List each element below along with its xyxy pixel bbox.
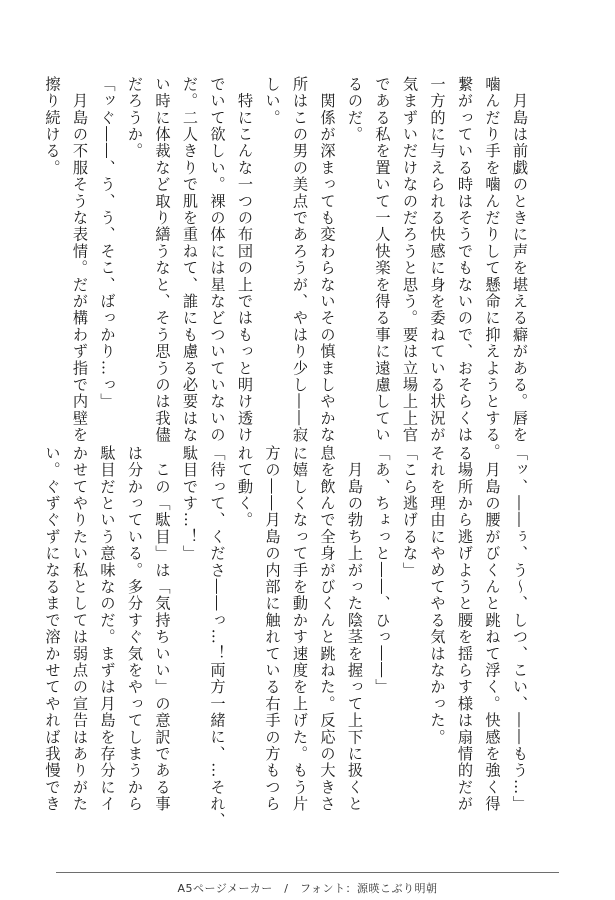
text-line: だろうか。 [126,76,144,160]
footer-divider [56,872,559,873]
text-line: 「ッ、――ぅ、う～、しつ、こい、――もう…」 [511,445,529,813]
footer-credit: A5ページメーカー / フォント：源暎こぶり明朝 [177,882,438,895]
text-line: は分かっている。多分すぐ気をやってしまうから [126,445,144,813]
text-line: でいて欲しい。裸の体には星などついていないの [208,76,227,444]
text-block-lower [38,445,533,830]
text-line: 一方的に与えられる快感に身を委ねている状況が [428,76,447,444]
text-line: 気まずいだけなのだろうと思う。要は立場上上官 [401,76,419,444]
text-line: 方の――月島の内部に触れている右手の方もつら [263,445,282,813]
text-line: に嬉しくなって手を動かす速度を上げた。もう片 [291,445,309,813]
text-line: るのだ。 [346,76,364,143]
text-line: である私を置いて一人快楽を得る事に遠慮してい [373,76,392,444]
text-line: 「待って、くださ――っ…！両方一緒に、…それ、 [208,445,227,830]
text-line: 月島の勃ち上がった陰茎を握って上下に扱くと [346,445,364,813]
text-line: 繋がっている時はそうでもないので、おそらくは [456,76,474,444]
text-line: かせてやりたい私としては弱点の宣告はありがた [71,445,89,813]
text-line: 月島は前戯のときに声を堪える癖がある。唇を [511,76,529,444]
text-line: 「ッぐ――、う、う、そこ、ばっかり…っ」 [98,76,117,410]
text-line: る場所から逃げようと腰を揺らす様は扇情的だが [456,445,474,813]
text-line: 駄目です…！」 [181,445,199,562]
text-line: 駄目だという意味なのだ。まずは月島を存分にイ [98,445,117,813]
text-line: 噛んだり手を噛んだりして懸命に抑えようとする。 [483,76,502,461]
text-line: 息を飲んで全身がびくんと跳ねた。反応の大きさ [318,445,337,813]
text-line: い。ぐずぐずになるまで溶かせてやれば我慢でき [43,445,62,813]
text-line: 特にこんな一つの布団の上ではもっと明け透け [236,76,254,444]
text-line: それを理由にやめてやる気はなかった。 [428,445,447,746]
text-line: 「あ、ちょっと――、ひっ――」 [373,445,392,696]
text-line: 関係が深まっても変わらないその慎ましやかな [318,76,337,444]
text-line: 月島の不服そうな表情。だが構わず指で内壁を [71,76,89,444]
text-line: れて動く。 [236,445,254,529]
text-line: 所はこの男の美点であろうが、やはり少し――寂 [291,76,309,444]
text-line: 「こら逃げるな」 [401,445,419,579]
text-block-upper [38,76,533,461]
text-line: 月島の腰がびくんと跳ねて浮く。快感を強く得 [483,445,502,813]
text-line: この「駄目」は「気持ちいい」の意訳である事 [153,445,172,813]
text-line: しい。 [263,76,282,127]
text-line: だ。二人きりで肌を重ねて、誰にも慮る必要はな [181,76,199,444]
text-line: 擦り続ける。 [43,76,62,177]
text-line: い時に体裁など取り繕うなと、そう思うのは我儘 [153,76,172,444]
